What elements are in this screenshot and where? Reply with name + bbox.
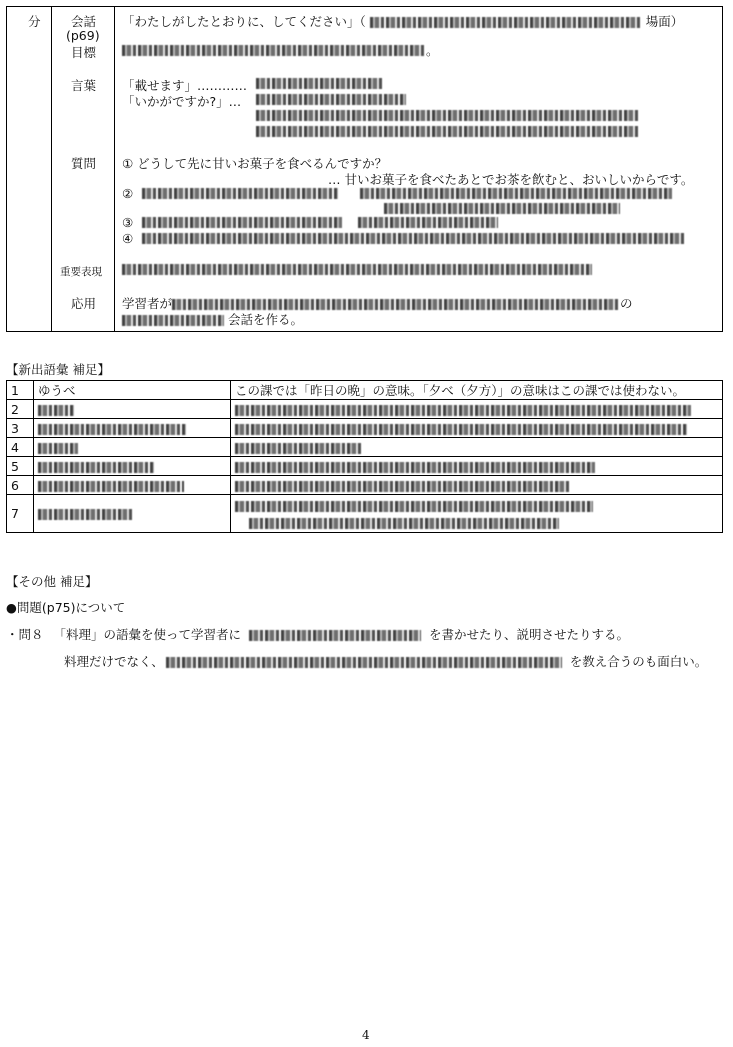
oyo-text: 学習者が xyxy=(122,296,173,311)
lesson-divider-1 xyxy=(51,6,52,332)
redacted-oyo-1 xyxy=(172,299,620,310)
lesson-divider-2 xyxy=(114,6,115,332)
oyo-line-2 xyxy=(122,310,303,328)
redacted-note xyxy=(235,481,571,492)
question-4: ④ xyxy=(122,231,134,246)
redacted-word xyxy=(38,424,186,435)
vocab-num: 1 xyxy=(7,381,34,400)
mokuhyo-label: 目標 xyxy=(71,45,97,60)
table-row xyxy=(7,476,723,495)
redacted-kotoba-3 xyxy=(256,110,640,121)
redacted-q8 xyxy=(249,630,421,641)
redacted-oyo-2 xyxy=(122,315,224,326)
vocab-word xyxy=(34,400,231,419)
kaiwa-page: (p69) xyxy=(66,28,100,43)
q8-prefix: ・問８ xyxy=(6,627,44,642)
goal-tail: 。 xyxy=(426,43,439,58)
kaiwa-label: 会話 xyxy=(71,14,97,29)
oyo-label: 応用 xyxy=(71,296,97,311)
vocab-note xyxy=(231,457,723,476)
redacted-q4 xyxy=(142,233,686,244)
redacted-scene xyxy=(370,17,642,28)
vocab-num: 2 xyxy=(7,400,34,419)
vocab-word: ゆうべ xyxy=(34,381,231,400)
redacted-note xyxy=(235,405,691,416)
kotoba-label: 言葉 xyxy=(71,78,97,93)
redacted-goal xyxy=(122,45,424,56)
question-3: ③ xyxy=(122,215,134,230)
problem-bullet: ●問題(p75)について xyxy=(6,600,126,615)
vocab-num: 4 xyxy=(7,438,34,457)
vocab-word xyxy=(34,457,231,476)
redacted-kotoba-1 xyxy=(256,78,384,89)
kotoba-1: 「載せます」………… xyxy=(122,78,248,93)
redacted-note xyxy=(235,501,593,512)
vocab-note: この課では「昨日の晩」の意味。「夕べ（夕方）」の意味はこの課では使わない。 xyxy=(231,381,723,400)
redacted-word xyxy=(38,462,154,473)
question-1-answer: … 甘いお菓子を食べたあとでお茶を飲むと、おいしいからです。 xyxy=(328,172,694,187)
redacted-juyo xyxy=(122,264,592,275)
vocab-note xyxy=(231,495,723,533)
vocab-num: 5 xyxy=(7,457,34,476)
other-heading: 【その他 補足】 xyxy=(6,574,98,589)
question-2: ② xyxy=(122,186,134,201)
vocab-note xyxy=(231,476,723,495)
table-row xyxy=(7,457,723,476)
q8-line-2 xyxy=(64,652,707,670)
redacted-q2-answer-2 xyxy=(384,203,620,214)
vocab-note xyxy=(231,438,723,457)
redacted-q2-answer xyxy=(360,188,672,199)
table-row xyxy=(7,419,723,438)
question-1: ① どうして先に甘いお菓子を食べるんですか？ xyxy=(122,156,388,171)
vocab-word xyxy=(34,476,231,495)
page-number: 4 xyxy=(362,1028,370,1042)
line2-tail: を教え合うのも面白い。 xyxy=(569,654,708,669)
kotoba-2: 「いかがですか?」… xyxy=(122,94,242,109)
redacted-word xyxy=(38,509,132,520)
vocab-num: 7 xyxy=(7,495,34,533)
q8-tail: を書かせたり、説明させたりする。 xyxy=(429,627,630,642)
shitsumon-label: 質問 xyxy=(71,156,97,171)
q8-line xyxy=(6,625,629,643)
redacted-word xyxy=(38,405,74,416)
vocab-heading: 【新出語彙 補足】 xyxy=(6,362,110,377)
redacted-q3-answer xyxy=(358,217,498,228)
redacted-note xyxy=(235,424,687,435)
redacted-word xyxy=(38,481,184,492)
redacted-note xyxy=(235,462,595,473)
redacted-kotoba-2 xyxy=(256,94,406,105)
redacted-q2 xyxy=(142,188,338,199)
vocab-note xyxy=(231,400,723,419)
table-row xyxy=(7,381,723,400)
col-label: 分 xyxy=(28,14,41,29)
vocab-word xyxy=(34,438,231,457)
vocab-word xyxy=(34,419,231,438)
table-row xyxy=(7,400,723,419)
vocab-word xyxy=(34,495,231,533)
redacted-note xyxy=(235,443,363,454)
table-row xyxy=(7,438,723,457)
title-text: 「わたしがしたとおりに、してください」（ xyxy=(122,14,366,29)
redacted-q3 xyxy=(142,217,342,228)
table-row xyxy=(7,495,723,533)
oyo-line-2-tail: 会話を作る。 xyxy=(228,312,304,327)
oyo-tail: の xyxy=(620,296,633,311)
vocab-num: 3 xyxy=(7,419,34,438)
title-tail: 場面） xyxy=(645,14,684,29)
redacted-note xyxy=(249,518,559,529)
vocab-note xyxy=(231,419,723,438)
juyo-label: 重要表現 xyxy=(60,266,102,278)
line2-head: 料理だけでなく、 xyxy=(64,654,164,669)
vocab-num: 6 xyxy=(7,476,34,495)
redacted-word xyxy=(38,443,78,454)
redacted-kotoba-4 xyxy=(256,126,640,137)
redacted-line2 xyxy=(166,657,562,668)
vocab-table xyxy=(6,380,723,533)
lesson-title xyxy=(122,12,683,30)
q8-text: 「料理」の語彙を使って学習者に xyxy=(53,627,242,642)
